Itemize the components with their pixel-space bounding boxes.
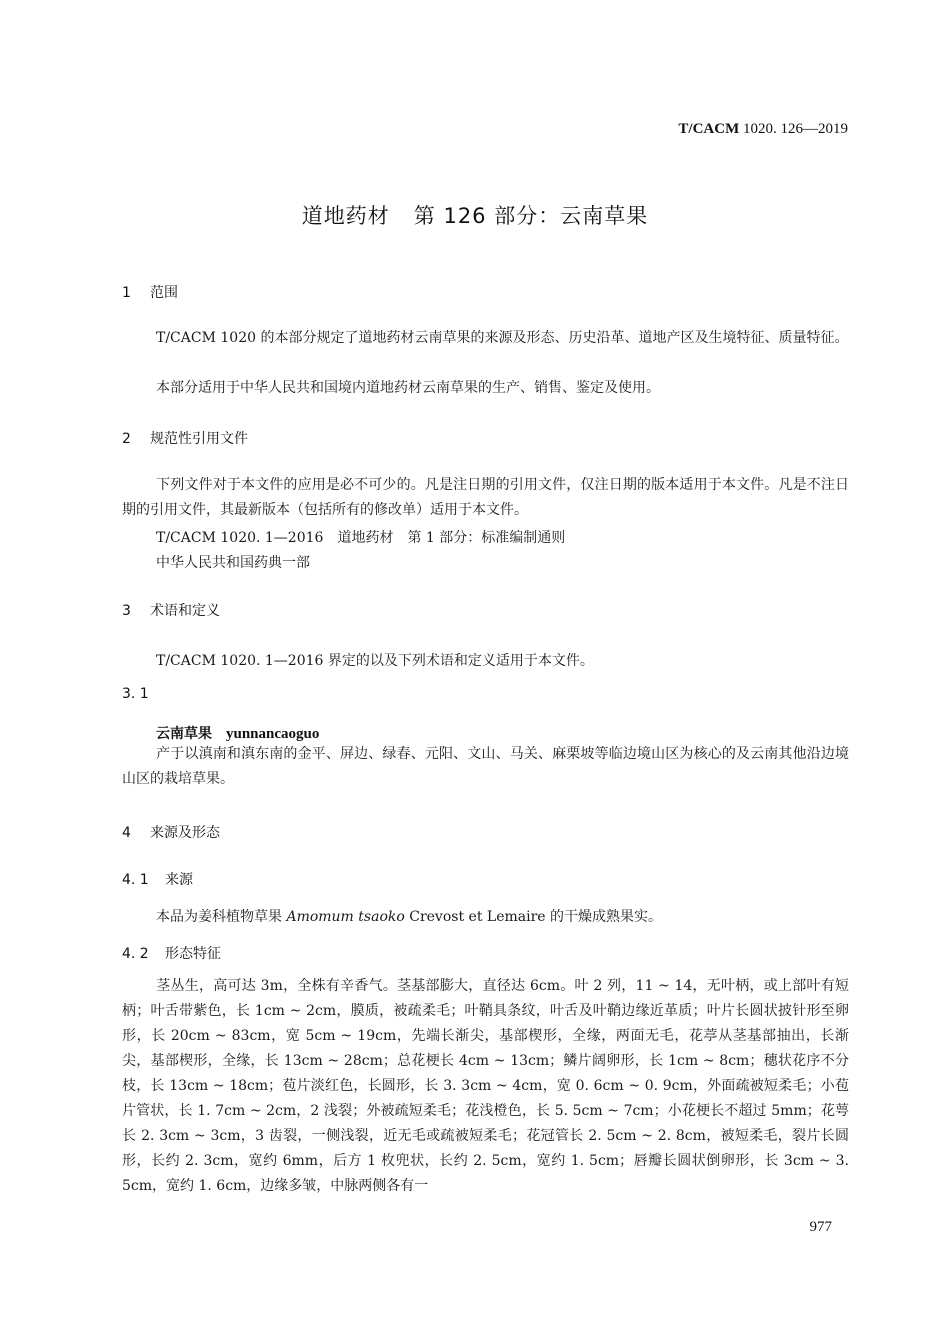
reference-1: T/CACM 1020. 1—2016 道地药材 第 1 部分：标准编制通则 — [156, 530, 566, 546]
section-3-1-number: 3. 1 — [122, 686, 149, 702]
title-part-2: 第 126 部分：云南草果 — [413, 204, 649, 228]
reference-2: 中华人民共和国药典一部 — [156, 555, 310, 571]
page-number: 977 — [809, 1219, 832, 1235]
document-title — [0, 200, 950, 230]
section-4-1-paragraph: 本品为姜科植物草果 Amomum tsaoko Crevost et Lemaire 的干燥成熟果实。 — [156, 909, 663, 925]
latin-name: Amomum tsaoko — [286, 909, 405, 925]
section-4-2-paragraph: 茎丛生，高可达 3m，全株有辛香气。茎基部膨大，直径达 6cm。叶 2 列，11 ~ 14，无叶柄，或上部叶有短柄；叶舌带紫色，长 1cm ~ 2cm，膜质，被疏柔毛；叶鞘具条纹，叶舌及叶鞘边缘近革质；叶片长圆状披针形至卵形，长 20cm ~ 83cm，宽 5cm ~ 19cm，先端长渐尖，基部楔形，全缘，两面无毛，花葶从茎基部抽出，长渐尖，基部楔形，全缘，长 13cm ~ 28cm；总花梗长 4cm ~ 13cm；鳞片阔卵形，长 1cm ~ 8cm；穗状花序不分枝，长 13cm ~ 18cm；苞片淡红色，长圆形，长 3. 3cm ~ 4cm，宽 0. 6cm ~ 0. 9cm，外面疏被短柔毛；小苞片管状，长 1. 7cm ~ 2cm，2 浅裂；外被疏短柔毛；花浅橙色，长 5. 5cm ~ 7cm；小花梗长不超过 5mm；花萼长 2. 3cm ~ 3cm，3 齿裂，一侧浅裂，近无毛或疏被短柔毛；花冠管长 2. 5cm ~ 2. 8cm，被短柔毛，裂片长圆形，长约 2. 3cm，宽约 6mm，后方 1 枚兜状，长约 2. 5cm，宽约 1. 5cm；唇瓣长圆状倒卵形，长 3cm ~ 3. 5cm，宽约 1. 6cm，边缘多皱，中脉两侧各有一 — [122, 978, 849, 1194]
section-1-paragraph-2: 本部分适用于中华人民共和国境内道地药材云南草果的生产、销售、鉴定及使用。 — [156, 380, 660, 396]
section-1-paragraph-1: T/CACM 1020 的本部分规定了道地药材云南草果的来源及形态、历史沿革、道地产区及生境特征、质量特征。 — [156, 330, 849, 346]
standard-number — [678, 121, 848, 138]
section-4-2-heading: 4. 2 形态特征 — [122, 946, 221, 962]
section-3-heading: 3 术语和定义 — [122, 603, 220, 619]
section-3-paragraph-1: T/CACM 1020. 1—2016 界定的以及下列术语和定义适用于本文件。 — [156, 653, 594, 669]
standard-code: 1020. 126—2019 — [743, 121, 848, 137]
section-2-heading: 2 规范性引用文件 — [122, 431, 248, 447]
term-definition: 产于以滇南和滇东南的金平、屏边、绿春、元阳、文山、马关、麻栗坡等临边境山区为核心的及云南其他沿边境山区的栽培草果。 — [122, 746, 849, 787]
section-4-1-heading: 4. 1 来源 — [122, 872, 193, 888]
section-4-heading: 4 来源及形态 — [122, 825, 220, 841]
term-entry — [156, 723, 319, 743]
standard-prefix: T/CACM — [678, 121, 740, 137]
term-chinese: 云南草果 — [156, 726, 212, 742]
section-2-paragraph-1: 下列文件对于本文件的应用是必不可少的。凡是注日期的引用文件，仅注日期的版本适用于本文件。凡是不注日期的引用文件，其最新版本（包括所有的修改单）适用于本文件。 — [122, 477, 849, 518]
section-1-heading: 1 范围 — [122, 285, 178, 301]
term-english: yunnancaoguo — [226, 726, 320, 742]
title-part-1: 道地药材 — [301, 204, 390, 228]
